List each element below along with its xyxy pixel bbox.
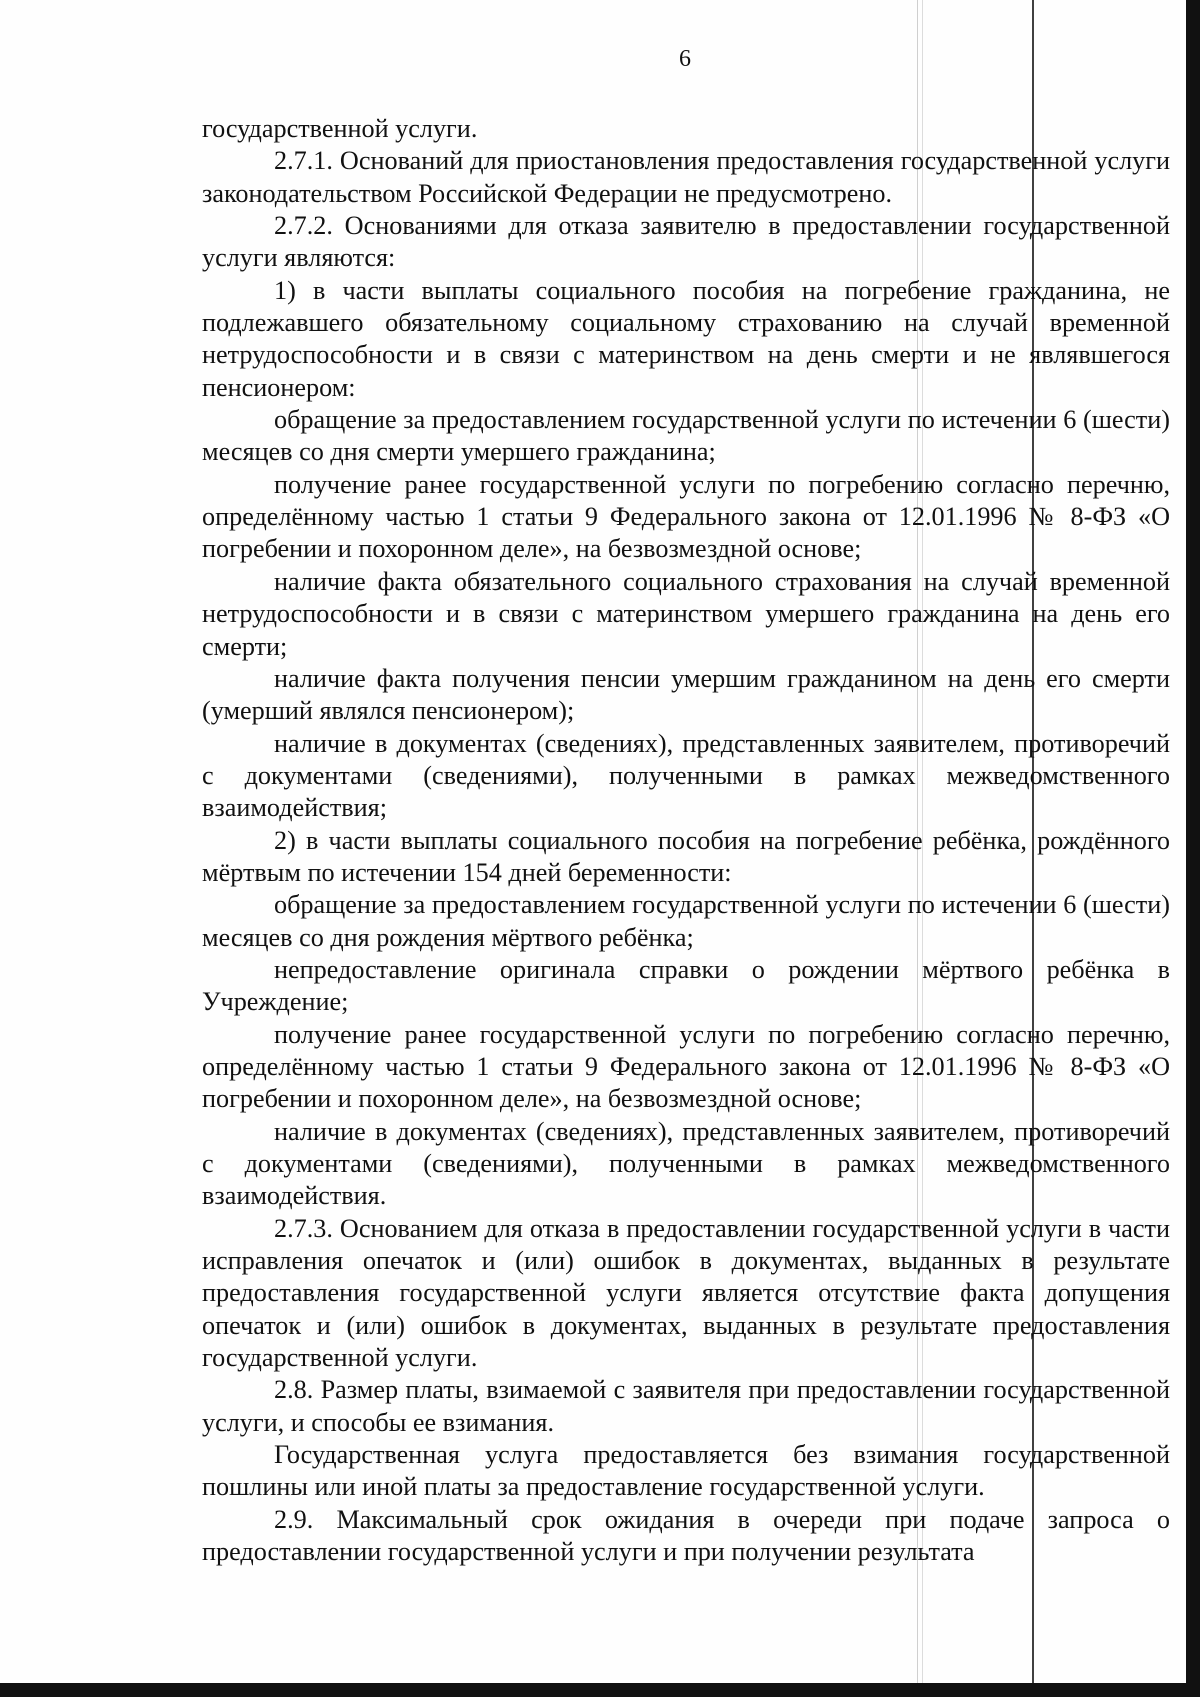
page-number: 6 [679, 46, 691, 72]
scan-border-right [1186, 0, 1200, 1697]
paragraph: Государственная услуга предоставляется без взимания государственной пошлины или иной платы за предоставление государственной услуги. [202, 1440, 1170, 1502]
paragraph: получение ранее государственной услуги по погребению согласно перечню, определённому частью 1 статьи 9 Федерального закона от 12.01.1996 № 8-ФЗ «О погребении и похоронном деле», на безвозмездной основе; [202, 1019, 1170, 1114]
paragraph: наличие факта получения пенсии умершим гражданином на день его смерти (умерший являлся пенсионером); [202, 663, 1170, 726]
paragraph: наличие факта обязательного социального страхования на случай временной нетрудоспособности и в связи с материнством умершего гражданина на день его смерти; [202, 566, 1170, 661]
paragraph: непредоставление оригинала справки о рождении мёртвого ребёнка в Учреждение; [202, 954, 1170, 1017]
paragraph: наличие в документах (сведениях), представленных заявителем, противоречий с документами (сведениями), полученными в рамках межведомственного взаимодействия; [202, 728, 1170, 823]
paragraph: 2.9. Максимальный срок ожидания в очереди при подаче запроса о предоставлении государственной услуги и при получении результата [202, 1504, 1170, 1567]
paragraph: 2.8. Размер платы, взимаемой с заявителя при предоставлении государственной услуги, и способы ее взимания. [202, 1375, 1170, 1437]
paragraph: обращение за предоставлением государственной услуги по истечении 6 (шести) месяцев со дня рождения мёртвого ребёнка; [202, 890, 1170, 952]
document-body [202, 113, 1170, 1568]
paragraph: наличие в документах (сведениях), представленных заявителем, противоречий с документами (сведениями), полученными в рамках межведомственного взаимодействия. [202, 1116, 1170, 1211]
paragraph: обращение за предоставлением государственной услуги по истечении 6 (шести) месяцев со дня смерти умершего гражданина; [202, 405, 1170, 467]
paragraph: 2.7.3. Основанием для отказа в предоставлении государственной услуги в части исправления опечаток и (или) ошибок в документах, выданных в результате предоставления государственной услуги является отсутствие факта допущения опечаток и (или) ошибок в документах, выданных в результате предоставления государственной услуги. [202, 1213, 1170, 1373]
paragraph: 2.7.1. Оснований для приостановления предоставления государственной услуги законодательством Российской Федерации не предусмотрено. [202, 146, 1170, 208]
paragraph: 2) в части выплаты социального пособия на погребение ребёнка, рождённого мёртвым по истечении 154 дней беременности: [202, 825, 1170, 887]
paragraph: 1) в части выплаты социального пособия на погребение гражданина, не подлежавшего обязательному социальному страхованию на случай временной нетрудоспособности и в связи с материнством на день смерти и не являвшегося пенсионером: [202, 275, 1170, 402]
paragraph: 2.7.2. Основаниями для отказа заявителю в предоставлении государственной услуги являются: [202, 211, 1170, 273]
paragraph: получение ранее государственной услуги по погребению согласно перечню, определённому частью 1 статьи 9 Федерального закона от 12.01.1996 № 8-ФЗ «О погребении и похоронном деле», на безвозмездной основе; [202, 469, 1170, 564]
paragraph: государственной услуги. [202, 114, 478, 143]
scan-border-bottom [0, 1683, 1200, 1697]
